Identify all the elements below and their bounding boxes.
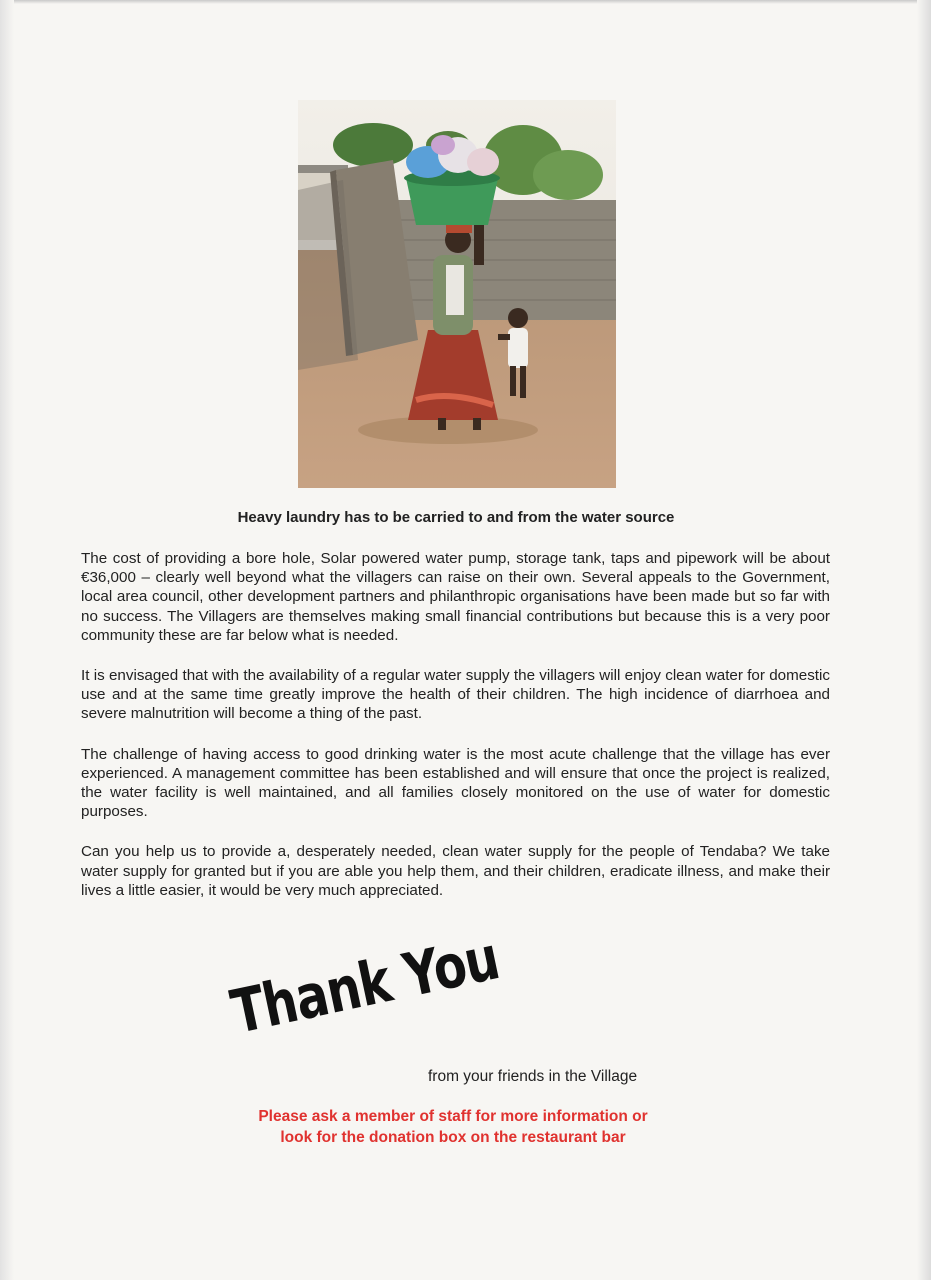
- notice-line-2: look for the donation box on the restaurant bar: [280, 1129, 626, 1146]
- scan-edge-right: [917, 0, 931, 1280]
- scan-edge-left: [0, 0, 14, 1280]
- photo-caption: Heavy laundry has to be carried to and from the water source: [237, 509, 675, 526]
- paragraph-appeal: Can you help us to provide a, desperately needed, clean water supply for the people of Tendaba? We take water supply for granted but if you are able you help them, and their children, eradicate illness, and make their lives a little easier, it would be very much appreciated.: [81, 843, 830, 899]
- paragraph-envisaged: It is envisaged that with the availability of a regular water supply the villagers will enjoy clean water for domestic use and at the same time greatly improve the health of their children. The high incidence of diarrhoea and severe malnutrition will become a thing of the past.: [81, 667, 830, 723]
- from-friends-line: from your friends in the Village: [428, 1068, 638, 1085]
- paragraph-challenge: The challenge of having access to good drinking water is the most acute challenge that the village has ever experienced. A management committee has been established and will ensure that once the project is realized, the water facility is well maintained, and all families closely monitored on the use of water for domestic purposes.: [81, 745, 830, 821]
- paragraph-cost: The cost of providing a bore hole, Solar powered water pump, storage tank, taps and pipework will be about €36,000 – clearly well beyond what the villagers can raise on their own. Several appeals to the Government, local area council, other development partners and philanthropic organisations have been made but so far with no success. The Villagers are themselves making small financial contributions but because this is a very poor community these are far below what is needed.: [81, 550, 830, 644]
- scan-edge-top: [0, 0, 931, 4]
- body-text: [81, 549, 830, 921]
- donation-notice: [180, 1106, 726, 1148]
- village-photo: [298, 100, 616, 488]
- notice-line-1: Please ask a member of staff for more information or: [258, 1108, 648, 1125]
- thank-you-heading: Thank You: [225, 923, 505, 1048]
- photo-woman-carrying-laundry-basket-with-child-icon: [298, 100, 616, 488]
